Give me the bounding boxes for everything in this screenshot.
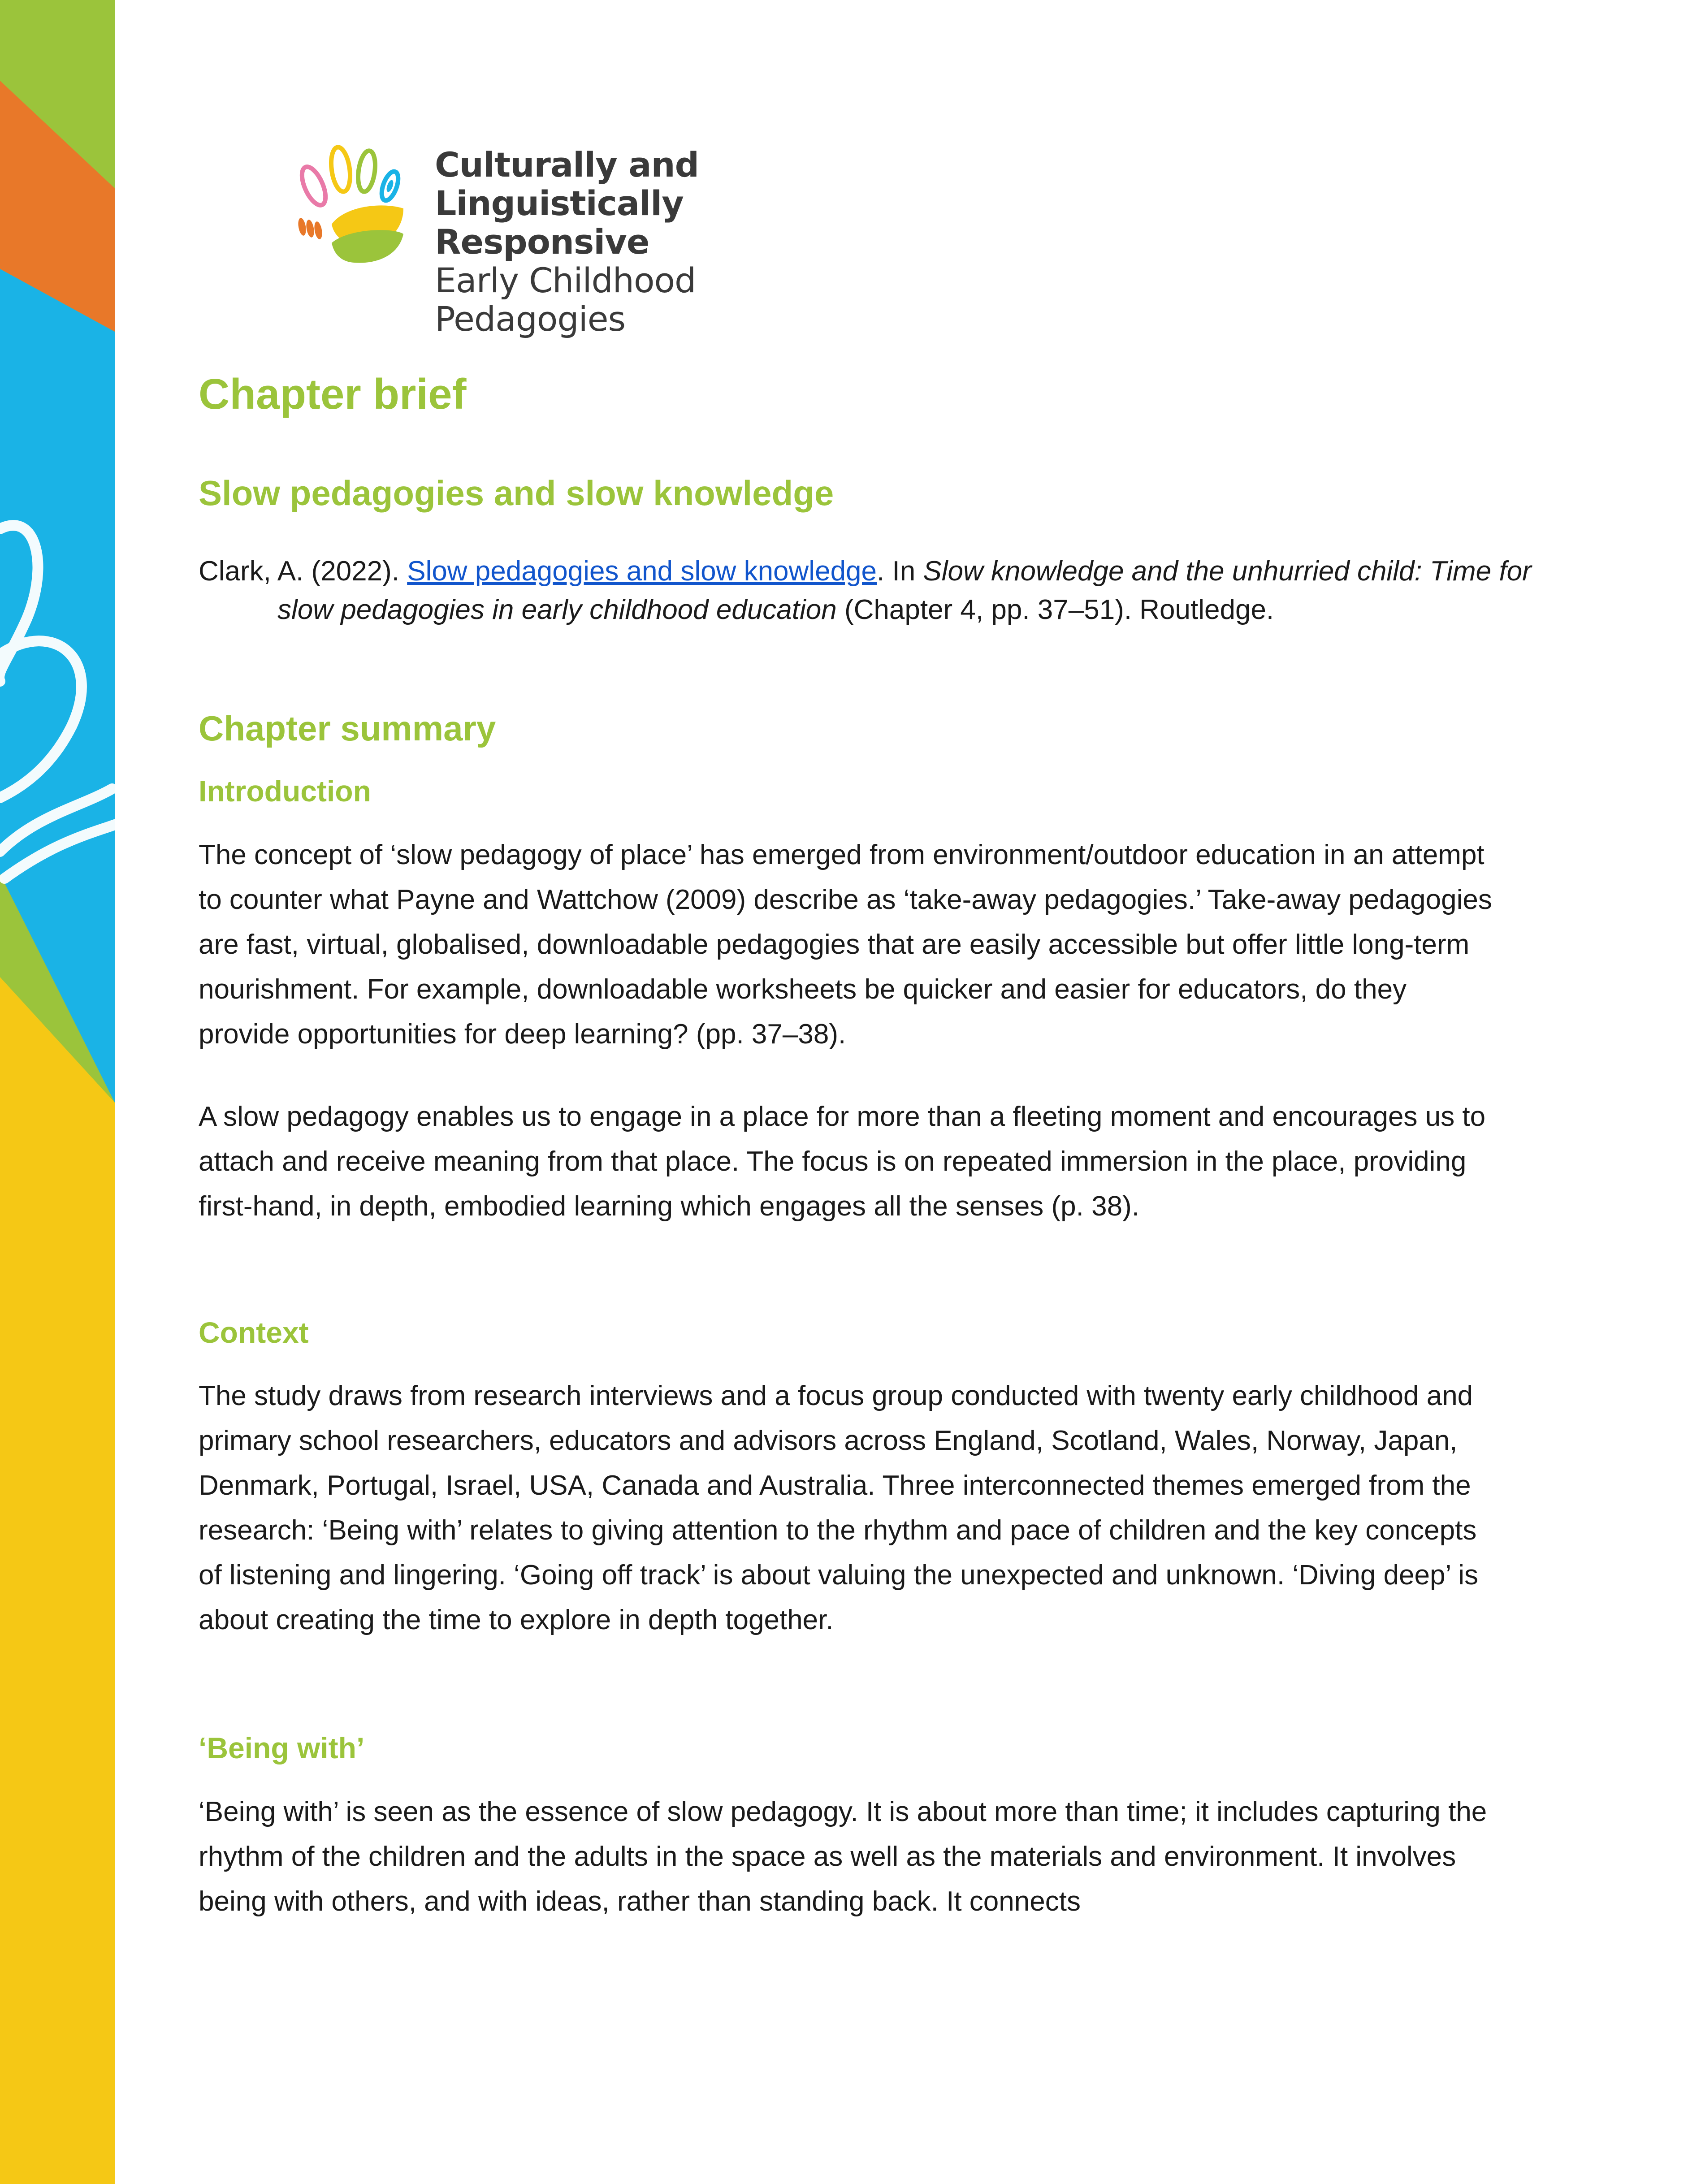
citation-book-title: Slow knowledge and the unhurried child: Time for slow pedagogies in early childhood education [277, 556, 1532, 625]
section-heading-introduction: Introduction [199, 774, 371, 808]
summary-heading: Chapter summary [199, 709, 496, 748]
section-heading-context: Context [199, 1316, 309, 1349]
context-paragraph: The study draws from research interviews and a focus group conducted with twenty early childhood and primary school researchers, educators and advisors across England, Scotland, Wales, Norway, Japan, Denmark, Portugal, Israel, USA, Canada and Australia. Three interconnected themes emerged from the research: ‘Being with’ relates to giving attention to the rhythm and pace of children and the key concepts of listening and lingering. ‘Going off track’ is about valuing the unexpected and unknown. ‘Diving deep’ is about creating the time to explore in depth together. [199, 1380, 1478, 1635]
brand-logo [296, 139, 879, 339]
hand-logo-icon [296, 139, 417, 273]
citation-authors: Clark, A. (2022). [199, 556, 407, 587]
citation-after-link: . In [877, 556, 923, 587]
document-title: Chapter brief [199, 370, 467, 418]
intro-paragraph-2: A slow pedagogy enables us to engage in a place for more than a fleeting moment and encourages us to attach and receive meaning from that place. The focus is on repeated immersion in the place, providing first-hand, in depth, embodied learning which engages all the senses (p. 38). [199, 1101, 1486, 1222]
citation-details: (Chapter 4, pp. 37–51). Routledge. [836, 594, 1274, 625]
section-heading-being-with: ‘Being with’ [199, 1731, 365, 1764]
intro-paragraph-1: The concept of ‘slow pedagogy of place’ has emerged from environment/outdoor education in an attempt to counter what Payne and Wattchow (2009) describe as ‘take-away pedagogies.’ Take-away pedagogies are fast, virtual, globalised, downloadable pedagogies that are easily accessible but offer little long-term nourishment. For example, downloadable worksheets be quicker and easier for educators, do they provide opportunities for deep learning? (pp. 37–38). [199, 839, 1492, 1050]
decorative-side-band [0, 0, 115, 2184]
brand-name [435, 146, 879, 338]
brand-line-3: Early Childhood Pedagogies [435, 260, 696, 339]
chapter-title: Slow pedagogies and slow knowledge [199, 473, 834, 513]
brand-line-1: Culturally and [435, 145, 699, 185]
being-with-paragraph: ‘Being with’ is seen as the essence of slow pedagogy. It is about more than time; it includes capturing the rhythm of the children and the adults in the space as well as the materials and environment. It involves being with others, and with ideas, rather than standing back. It connects [199, 1796, 1487, 1917]
brand-line-2: Linguistically Responsive [435, 183, 684, 262]
citation [199, 552, 1568, 629]
chapter-link[interactable]: Slow pedagogies and slow knowledge [407, 556, 877, 587]
